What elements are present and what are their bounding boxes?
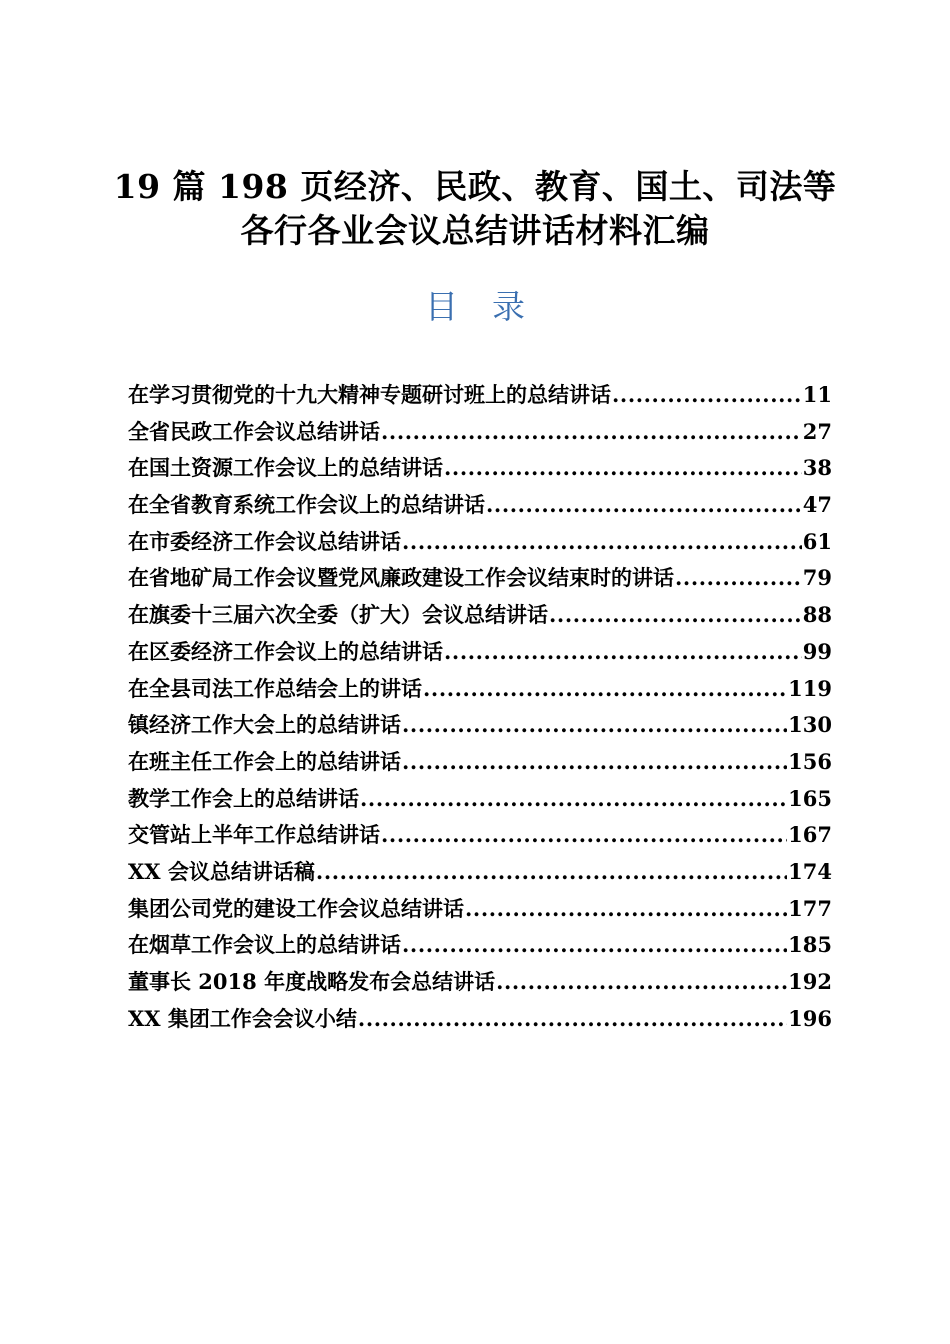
toc-leader-dots — [402, 707, 787, 744]
toc-item-title: 集团公司党的建设工作会议总结讲话 — [128, 895, 464, 921]
toc-leader-dots — [549, 597, 802, 634]
toc-leader-dots — [423, 671, 787, 708]
toc-item[interactable] — [128, 597, 832, 634]
toc-item[interactable] — [128, 964, 832, 1001]
toc-item-title: 在烟草工作会议上的总结讲话 — [128, 932, 401, 958]
toc-item-title: 在市委经济工作会议总结讲话 — [128, 528, 401, 554]
toc-item-page: 38 — [802, 455, 832, 481]
toc-item-page: 177 — [788, 895, 832, 921]
toc-item[interactable] — [128, 927, 832, 964]
toc-leader-dots — [496, 964, 787, 1001]
toc-item[interactable] — [128, 560, 832, 597]
toc-item[interactable] — [128, 450, 832, 487]
title-line-2: 各行各业会议总结讲话材料汇编 — [240, 211, 710, 250]
toc-item-page: 79 — [802, 565, 832, 591]
toc-item-page: 119 — [788, 675, 832, 701]
toc-leader-dots — [444, 450, 802, 487]
toc-item-title: 在班主任工作会上的总结讲话 — [128, 748, 401, 774]
toc-item[interactable] — [128, 707, 832, 744]
toc-item-title: 在学习贯彻党的十九大精神专题研讨班上的总结讲话 — [128, 382, 611, 407]
toc-item[interactable] — [128, 891, 832, 928]
toc-item-page: 130 — [788, 712, 832, 738]
toc-leader-dots — [360, 781, 787, 818]
toc-item[interactable] — [128, 377, 832, 414]
toc-item-title: 镇经济工作大会上的总结讲话 — [128, 712, 401, 738]
toc-item-title: 在旗委十三届六次全委（扩大）会议总结讲话 — [128, 602, 548, 628]
toc-item[interactable] — [128, 854, 832, 891]
toc-item[interactable] — [128, 744, 832, 781]
document-title — [0, 165, 950, 253]
toc-item-page: 99 — [802, 638, 832, 664]
toc-item-page: 165 — [788, 785, 832, 811]
toc-item-page: 27 — [802, 418, 832, 444]
toc-item-page: 156 — [788, 748, 832, 774]
toc-leader-dots — [381, 817, 787, 854]
toc-leader-dots — [358, 1001, 787, 1038]
toc-heading: 目录 — [425, 287, 559, 326]
toc-leader-dots — [675, 560, 802, 597]
toc-item-page: 185 — [788, 932, 832, 958]
toc-item-title: 在国土资源工作会议上的总结讲话 — [128, 455, 443, 481]
toc-item[interactable] — [128, 781, 832, 818]
toc-item-page: 11 — [802, 382, 832, 407]
toc-item[interactable] — [128, 817, 832, 854]
toc-item[interactable] — [128, 524, 832, 561]
toc-item-title: 交管站上半年工作总结讲话 — [128, 822, 380, 848]
toc-item[interactable] — [128, 1001, 832, 1038]
toc-leader-dots — [381, 414, 802, 451]
toc-leader-dots — [402, 927, 787, 964]
toc-item[interactable] — [128, 634, 832, 671]
toc-leader-dots — [612, 377, 802, 414]
toc-item-title: 在省地矿局工作会议暨党风廉政建设工作会议结束时的讲话 — [128, 565, 674, 591]
toc-leader-dots — [316, 854, 787, 891]
toc-item-page: 61 — [802, 528, 832, 554]
toc-item-page: 88 — [802, 602, 832, 628]
toc-leader-dots — [444, 634, 802, 671]
toc-item-title: 在区委经济工作会议上的总结讲话 — [128, 638, 443, 664]
toc-item[interactable] — [128, 671, 832, 708]
title-line-1: 19 篇 198 页经济、民政、教育、国土、司法等 — [113, 167, 837, 206]
toc-item-title: 在全县司法工作总结会上的讲话 — [128, 675, 422, 701]
toc-item-page: 174 — [788, 858, 832, 884]
toc-leader-dots — [402, 524, 802, 561]
toc-item-page: 196 — [788, 1005, 832, 1031]
toc-item[interactable] — [128, 414, 832, 451]
toc-item-page: 47 — [802, 492, 832, 518]
toc-leader-dots — [486, 487, 802, 524]
toc-item-title: 教学工作会上的总结讲话 — [128, 785, 359, 811]
toc-leader-dots — [465, 891, 787, 928]
toc-item-page: 192 — [788, 969, 832, 994]
toc-item-page: 167 — [788, 822, 832, 848]
toc-item[interactable] — [128, 487, 832, 524]
toc-leader-dots — [402, 744, 787, 781]
toc-item-title: 在全省教育系统工作会议上的总结讲话 — [128, 492, 485, 518]
toc-item-title: XX 会议总结讲话稿 — [128, 858, 315, 884]
toc-item-title: 董事长 2018 年度战略发布会总结讲话 — [128, 969, 496, 994]
table-of-contents — [128, 377, 832, 1037]
toc-item-title: 全省民政工作会议总结讲话 — [128, 418, 380, 444]
toc-item-title: XX 集团工作会会议小结 — [128, 1005, 357, 1031]
